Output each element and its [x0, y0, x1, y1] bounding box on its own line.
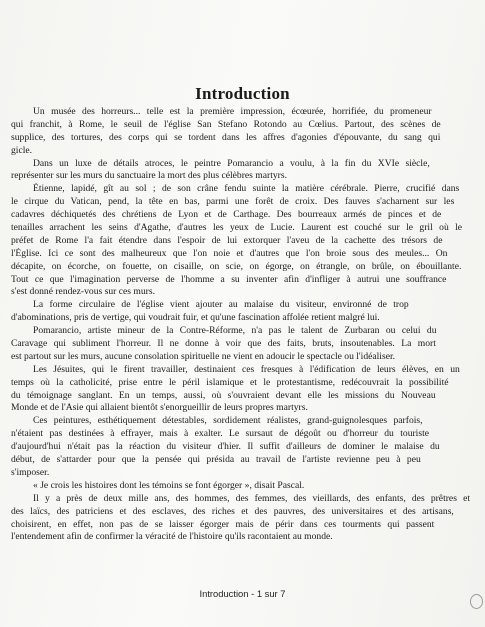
- page-footer: Introduction - 1 sur 7: [199, 588, 286, 599]
- text-line: tenailles arrachent les seins d'Agathe, d'autres les yeux de Lucie. Laurent est couché sur le gril où le: [11, 222, 463, 234]
- text-line: représenter sur les murs du sanctuaire la mort des plus célèbres martyrs.: [11, 170, 287, 182]
- text-line: l'entendement afin de confirmer la véracité de l'histoire qu'ils racontaient au monde.: [11, 531, 333, 543]
- text-line: Étienne, lapidé, gît au sol ; de son crâne fendu suinte la matière cérébrale. Pierre, crucifié dans: [33, 183, 460, 195]
- body-text: [11, 106, 470, 544]
- text-line: supplice, des tortures, des corps qui se tordent dans les affres d'agonies d'épouvante, du sang qui: [11, 131, 441, 143]
- text-line: cadavres déchiquetés des chrétiens de Lyon et de Carthage. Des bourreaux armés de pinces et de: [11, 209, 442, 221]
- page-title: Introduction: [195, 84, 290, 103]
- text-line: l'Église. Ici ce sont des malheureux que l'on noie et d'autres que l'on broie sous des meules... On: [11, 247, 448, 259]
- text-line: des laïcs, des patriciens et des esclaves, des riches et des pauvres, des universitaires et des artisans,: [11, 505, 454, 517]
- text-line: gicle.: [11, 144, 33, 156]
- text-line: est partout sur les murs, aucune consolation spirituelle ne vient en adoucir le spectacle ou l'idéaliser.: [11, 350, 396, 362]
- text-line: Ces peintures, esthétiquement détestables, sordidement réalistes, grand-guignolesques parfois,: [33, 415, 423, 427]
- text-line: n'étaient pas destinées à effrayer, mais à exalter. Le sursaut de dégoût ou d'horreur du touriste: [11, 428, 430, 440]
- text-line: « Je crois les histoires dont les témoins se font égorger », disait Pascal.: [33, 479, 305, 491]
- text-line: préfet de Rome l'a fait étendre dans l'espoir de lui extorquer l'aveu de la cachette des trésors de: [11, 234, 443, 246]
- text-line: Pomarancio, artiste mineur de la Contre-Réforme, n'a pas le talent de Zurbaran ou celui du: [33, 325, 437, 337]
- text-line: qui franchit, à Rome, le seuil de l'église San Stefano Rotondo au Cœlius. Partout, des scènes de: [11, 118, 441, 130]
- text-line: d'abominations, pris de vertige, qui voudrait fuir, et qu'une fascination affolée retient malgré lui.: [11, 312, 380, 324]
- text-line: Caravage qui subliment l'horreur. Il ne donne à voir que des faits, bruts, insoutenables. La mort: [11, 338, 436, 350]
- text-line: La forme circulaire de l'église vient ajouter au malaise du visiteur, environné de trop: [33, 299, 409, 311]
- text-line: choisirent, en effet, non pas de se laisser égorger mais de périr dans ces tourments qui passent: [11, 518, 435, 530]
- text-line: début, de s'attarder pour que la pensée qui présida au travail de l'artiste revienne peu à peu: [11, 454, 421, 466]
- text-line: Il y a près de deux mille ans, des hommes, des femmes, des vieillards, des enfants, des prêtres et: [33, 492, 470, 504]
- text-line: Monde et de l'Asie qui allaient bientôt s'enorgueillir de leurs propres martyrs.: [11, 402, 308, 414]
- text-line: Tout ce que l'imagination perverse de l'homme a su inventer afin d'infliger à autrui une souffrance: [11, 273, 447, 285]
- text-line: d'aujourd'hui n'était pas la réaction du visiteur d'hier. Il suffit d'ailleurs de dominer le malaise du: [11, 441, 440, 453]
- page-corner-circle: [470, 594, 483, 609]
- text-line: temps où la catholicité, prise entre le péril islamique et le protestantisme, redécouvrait la possibilité: [11, 376, 449, 388]
- text-line: Les Jésuites, qui le firent travailler, destinaient ces fresques à l'édification de leurs élèves, en un: [33, 363, 460, 375]
- text-line: décapite, on écorche, on fouette, on cisaille, on scie, on égorge, on étrangle, on brûle, on ébouillante.: [11, 260, 462, 272]
- text-line: Dans un luxe de détails atroces, le peintre Pomarancio a voulu, à la fin du XVIe siècle,: [33, 157, 430, 169]
- text-line: le cirque du Vatican, pend, la tête en bas, parmi une forêt de croix. Des fauves s'acharnent sur les: [11, 196, 455, 208]
- text-line: s'imposer.: [11, 466, 50, 478]
- text-line: Un musée des horreurs... telle est la première impression, écœurée, horrifiée, du promeneur: [33, 106, 432, 117]
- text-line: s'est donné rendez-vous sur ces murs.: [11, 286, 155, 298]
- text-line: du témoignage sanglant. En un temps, aussi, où s'ouvraient devant elle les missions du Nouveau: [11, 389, 436, 401]
